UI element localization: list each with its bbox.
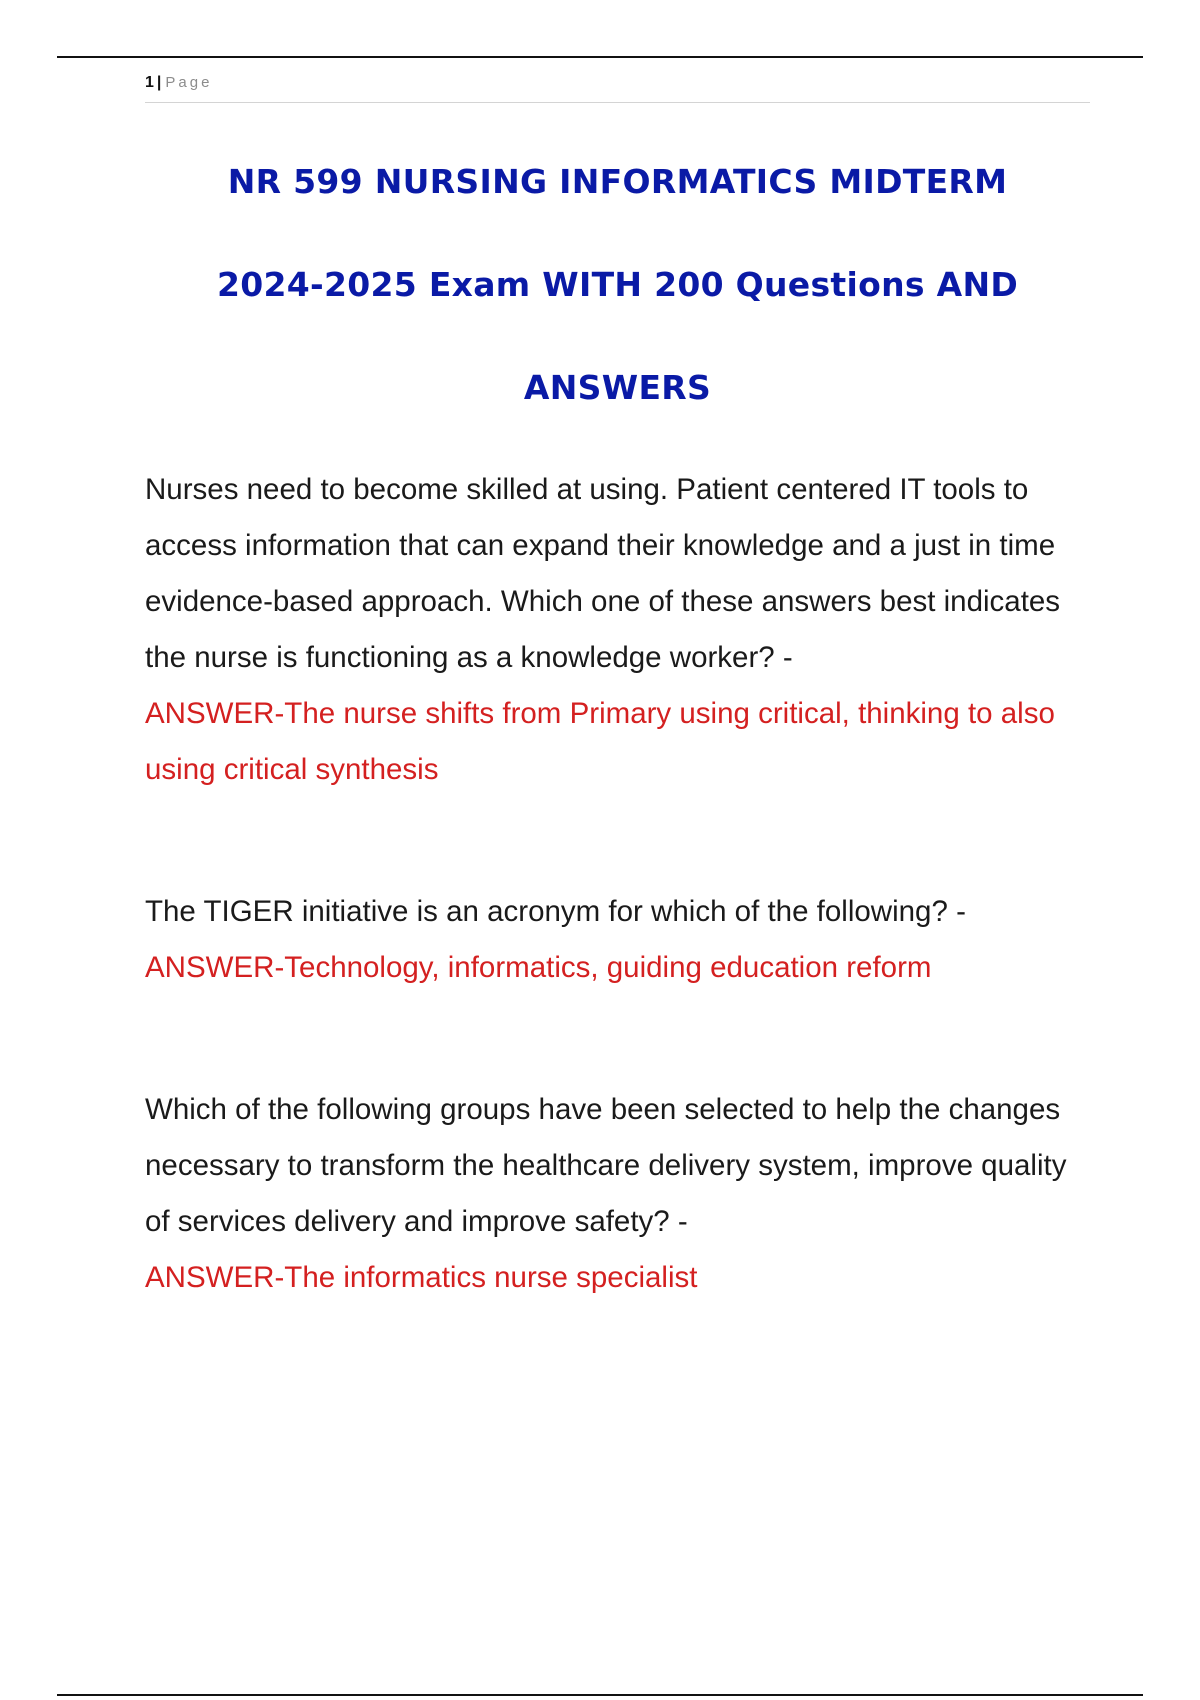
question-text: Nurses need to become skilled at using. Patient centered IT tools to access information that can expand their knowledge and a just in time evidence-based approach. Which one of these answers best indicates the nurse is functioning as a knowledge worker? - [145,473,1061,674]
question-text: Which of the following groups have been selected to help the changes necessary to transform the healthcare delivery system, improve quality of services delivery and improve safety? - [145,1093,1067,1238]
qa-item-1 [145,462,1090,798]
qa-item-2 [145,884,1090,996]
answer-text: ANSWER-Technology, informatics, guiding education reform [145,951,932,984]
question-text: The TIGER initiative is an acronym for which of the following? - [145,895,966,928]
page-label: Page [165,74,213,91]
answer-text: ANSWER-The nurse shifts from Primary using critical, thinking to also using critical synthesis [145,697,1055,786]
title-line-2: 2024-2025 Exam WITH 200 Questions AND [216,265,1019,304]
top-rule [57,56,1143,58]
page-number: 1 [145,74,154,91]
answer-text: ANSWER-The informatics nurse specialist [145,1261,698,1294]
title-line-3: ANSWERS [523,368,712,407]
document-title [145,130,1090,439]
page-header [145,74,1090,103]
bottom-rule [57,1694,1143,1696]
title-line-1: NR 599 NURSING INFORMATICS MIDTERM [227,162,1008,201]
qa-item-3 [145,1082,1090,1306]
question-answer-list [145,462,1090,1306]
page-separator: | [156,74,162,91]
